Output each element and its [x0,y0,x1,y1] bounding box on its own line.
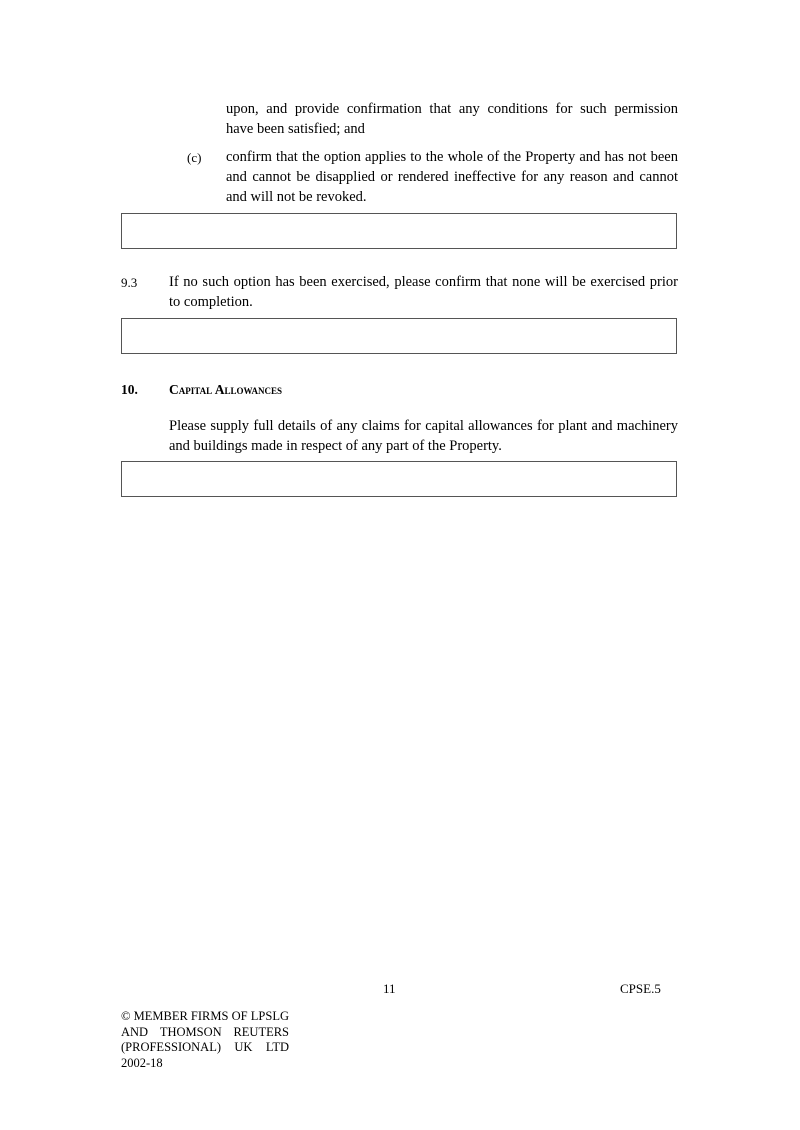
section-10-paragraph [169,416,678,456]
copyright-line-3-part-2: UK [234,1040,253,1054]
section-9-3-line-2: to completion. [169,294,253,310]
continuation-line-2: have been satisfied; and [226,121,365,137]
page-number: 11 [383,981,396,996]
answer-box-9-2[interactable] [121,213,677,249]
item-c-marker: (c) [187,150,202,165]
document-code: CPSE.5 [620,981,661,996]
answer-box-9-3[interactable] [121,318,677,354]
copyright-line-1 [121,1009,289,1025]
copyright-line-2-part-3: REUTERS [233,1024,289,1039]
copyright-line-1-part-2: LPSLG [250,1009,289,1023]
copyright-line-2 [121,1025,289,1041]
continuation-line-1: upon, and provide confirmation that any conditions for such permission [226,101,678,117]
section-10-title: Capital Allowances [169,382,282,397]
section-10-line-2: and buildings made in respect of any part of the Property. [169,438,502,454]
copyright-line-2-part-2: THOMSON [159,1024,222,1039]
section-9-3-line-1: If no such option has been exercised, please confirm that none will be exercised prior [169,274,678,290]
section-9-3-number: 9.3 [121,275,138,290]
copyright-line-1-part-1: © MEMBER FIRMS OF [121,1009,248,1023]
copyright-notice [121,1009,289,1071]
item-c-line-3: and will not be revoked. [226,189,367,205]
copyright-line-3 [121,1040,289,1056]
answer-box-10[interactable] [121,461,677,497]
copyright-line-3-part-1: (PROFESSIONAL) [121,1040,222,1054]
copyright-line-4 [121,1056,289,1072]
section-9-3-paragraph [169,272,678,312]
copyright-line-4-part-1: 2002-18 [121,1055,163,1070]
continuation-paragraph [226,99,678,139]
section-10-line-1: Please supply full details of any claims for capital allowances for plant and machinery [169,418,678,434]
item-c-line-2: and cannot be disapplied or rendered ineffective for any reason and cannot [226,169,678,185]
copyright-line-3-part-3: LTD [265,1040,289,1054]
item-c-line-1: confirm that the option applies to the whole of the Property and has not been [226,149,678,165]
section-10-number: 10. [121,382,138,397]
item-c-paragraph [226,147,678,207]
copyright-line-2-part-1: AND [121,1024,149,1039]
